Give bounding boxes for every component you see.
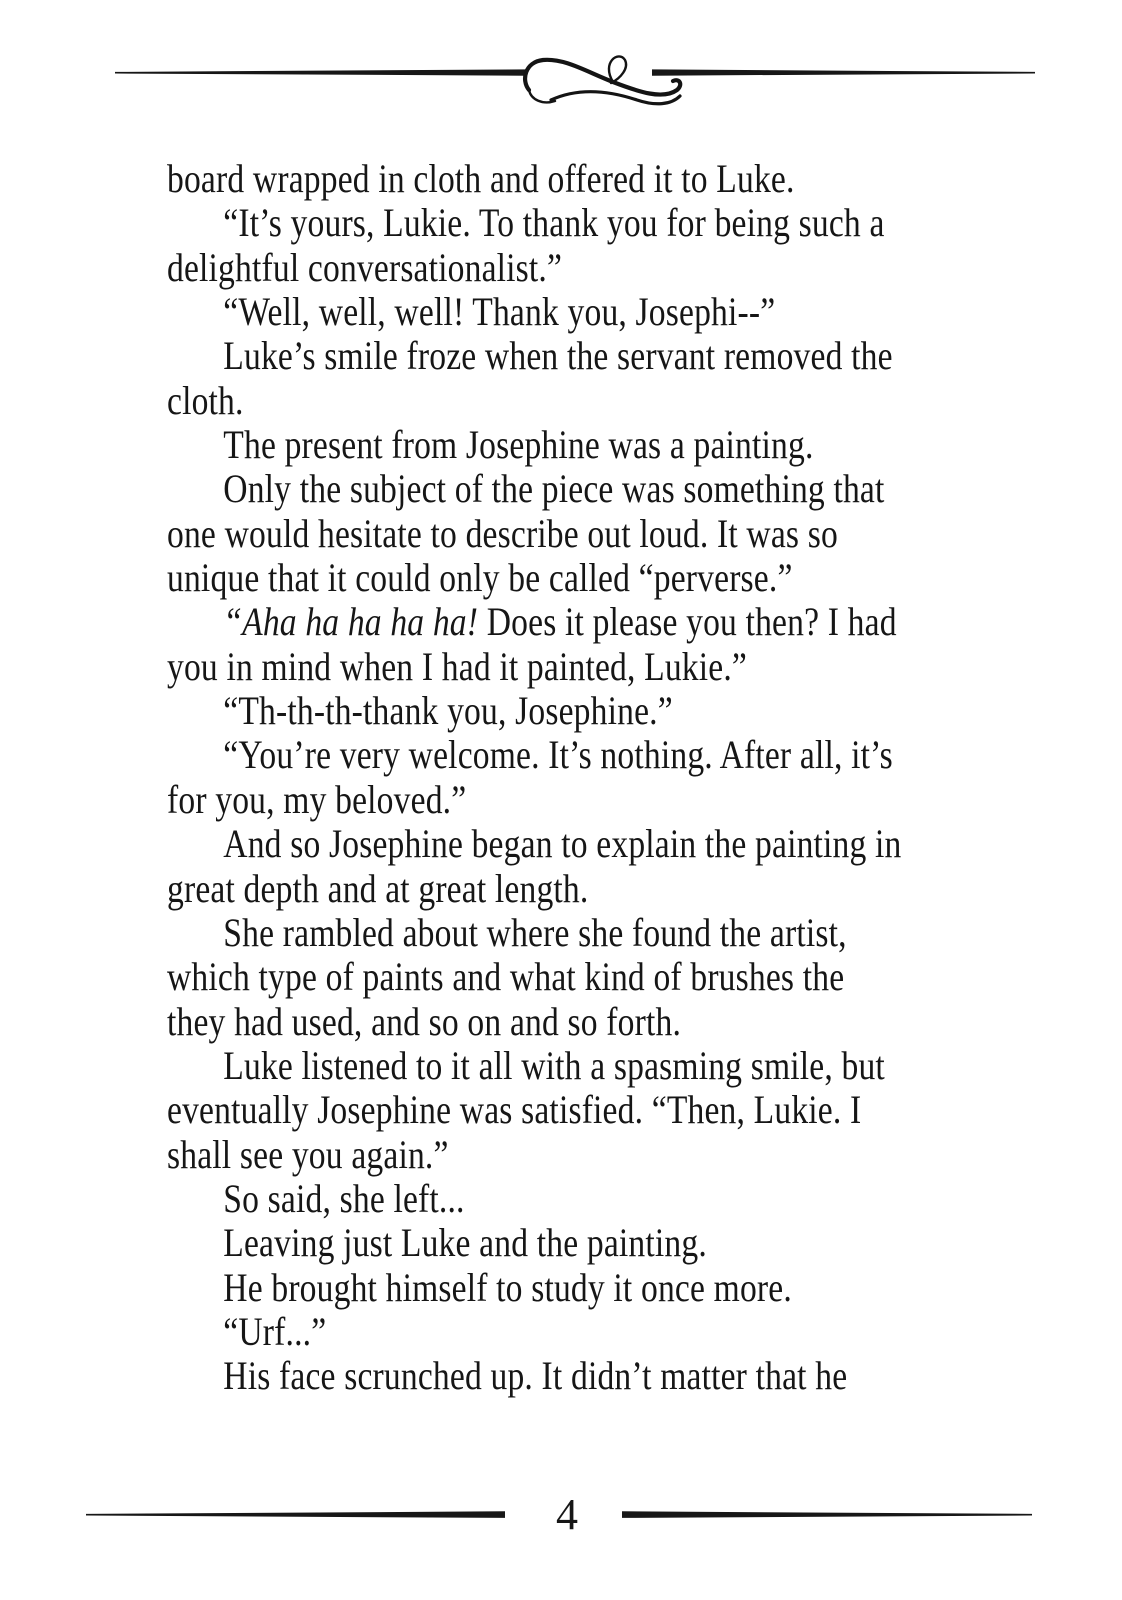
text-segment: shall see you again.” (167, 1131, 449, 1177)
text-segment: you in mind when I had it painted, Lukie.” (167, 643, 748, 689)
header-rule-left (115, 69, 527, 75)
text-segment: And so Josephine began to explain the painting in (223, 821, 902, 867)
text-segment: So said, she left... (223, 1175, 465, 1221)
text-line (167, 290, 902, 334)
text-segment: cloth. (167, 377, 244, 423)
text-line (167, 379, 902, 423)
text-line (167, 733, 902, 777)
text-line (167, 1000, 902, 1044)
text-line (167, 334, 902, 378)
footer-rule-left (86, 1511, 505, 1518)
text-line (167, 1133, 902, 1177)
text-line (167, 1221, 902, 1265)
text-segment: She rambled about where she found the artist, (223, 909, 847, 955)
text-segment: eventually Josephine was satisfied. “Then, Lukie. I (167, 1087, 862, 1133)
text-segment: unique that it could only be called “perverse.” (167, 555, 793, 601)
text-line (167, 600, 902, 644)
text-line (167, 1177, 902, 1221)
text-line (167, 423, 902, 467)
text-line (167, 157, 902, 201)
text-segment: Luke listened to it all with a spasming smile, but (223, 1042, 885, 1088)
text-segment: Only the subject of the piece was something that (223, 466, 885, 512)
text-segment: “Th-th-th-thank you, Josephine.” (223, 688, 673, 734)
text-segment: He brought himself to study it once more. (223, 1264, 792, 1310)
header-rule-right (652, 69, 1035, 75)
text-segment: delightful conversationalist.” (167, 244, 563, 290)
page-number: 4 (556, 1490, 578, 1539)
text-line (167, 689, 902, 733)
text-segment: board wrapped in cloth and offered it to Luke. (167, 156, 795, 201)
text-line (167, 1310, 902, 1354)
text-segment: “It’s yours, Lukie. To thank you for being such a (223, 200, 885, 246)
text-segment: one would hesitate to describe out loud. It was so (167, 510, 838, 556)
text-segment: Leaving just Luke and the painting. (223, 1220, 707, 1266)
text-segment: great depth and at great length. (167, 865, 589, 911)
text-line (167, 467, 902, 511)
text-segment: The present from Josephine was a painting. (223, 422, 814, 468)
text-segment: Does it please you then? I had (478, 599, 897, 645)
text-segment: “Well, well, well! Thank you, Josephi--” (223, 289, 776, 335)
text-line (167, 867, 902, 911)
text-line (167, 201, 902, 245)
text-segment: they had used, and so on and so forth. (167, 998, 682, 1044)
text-segment: for you, my beloved.” (167, 776, 467, 822)
text-line (167, 1266, 902, 1310)
text-line (167, 1354, 902, 1398)
header-ornament (0, 0, 1122, 140)
text-line (167, 512, 902, 556)
text-segment: “Urf...” (223, 1308, 327, 1354)
text-line (167, 1088, 902, 1132)
text-segment: Luke’s smile froze when the servant removed the (223, 333, 893, 379)
text-line (167, 645, 902, 689)
page-text (167, 157, 902, 1399)
footer-rule-right (622, 1511, 1032, 1518)
italic-text-segment: “Aha ha ha ha ha! (223, 599, 479, 645)
text-line (167, 778, 902, 822)
text-line (167, 911, 902, 955)
text-line (167, 1044, 902, 1088)
text-line (167, 955, 902, 999)
text-segment: “You’re very welcome. It’s nothing. After all, it’s (223, 732, 893, 778)
text-line (167, 556, 902, 600)
text-line (167, 246, 902, 290)
text-line (167, 822, 902, 866)
text-segment: which type of paints and what kind of brushes the (167, 954, 845, 1000)
flourish-icon (525, 56, 680, 103)
text-segment: His face scrunched up. It didn’t matter that he (223, 1353, 848, 1399)
